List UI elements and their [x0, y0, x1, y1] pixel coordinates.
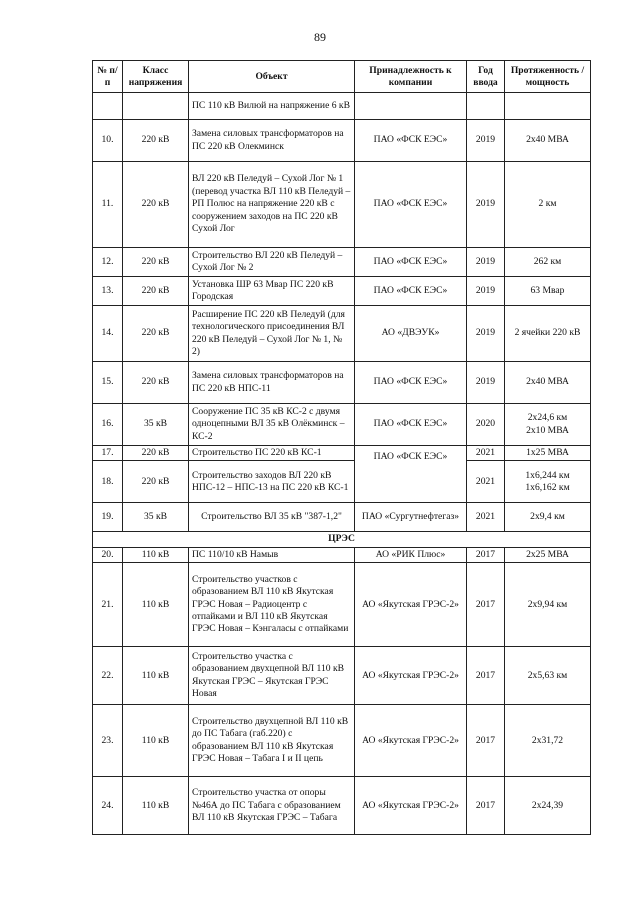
cell-owner: ПАО «ФСК ЕЭС»: [355, 277, 467, 306]
cell-owner: АО «Якутская ГРЭС-2»: [355, 647, 467, 705]
cell-year: 2017: [467, 777, 505, 835]
table-row: [93, 446, 591, 461]
cell-object: Сооружение ПС 35 кВ КС-2 с двумя одноцепными ВЛ 35 кВ Олёкминск – КС-2: [189, 404, 355, 446]
table-row: [93, 277, 591, 306]
cell-num: 12.: [93, 248, 123, 277]
table-row: [93, 461, 591, 503]
cell-length: 2х25 МВА: [505, 547, 591, 562]
cell-year: 2019: [467, 306, 505, 362]
cell-voltage: 110 кВ: [123, 705, 189, 777]
cell-object: Строительство участка от опоры №46А до ПС Табага с образованием ВЛ 110 кВ Якутская ГРЭС – Табага: [189, 777, 355, 835]
table-row: [93, 248, 591, 277]
cell-num: [93, 93, 123, 120]
cell-owner: АО «Якутская ГРЭС-2»: [355, 705, 467, 777]
cell-object: Замена силовых трансформаторов на ПС 220 кВ НПС-11: [189, 362, 355, 404]
cell-owner: ПАО «ФСК ЕЭС»: [355, 248, 467, 277]
table-row: [93, 777, 591, 835]
cell-owner: [355, 93, 467, 120]
header-object: Объект: [189, 61, 355, 93]
cell-year: 2019: [467, 362, 505, 404]
cell-voltage: 110 кВ: [123, 647, 189, 705]
cell-owner: ПАО «Сургутнефтегаз»: [355, 503, 467, 532]
cell-num: 18.: [93, 461, 123, 503]
table-row: [93, 404, 591, 446]
cell-length: 2х9,94 км: [505, 563, 591, 647]
cell-num: 24.: [93, 777, 123, 835]
cell-voltage: 220 кВ: [123, 120, 189, 162]
cell-voltage: 220 кВ: [123, 362, 189, 404]
cell-voltage: 220 кВ: [123, 306, 189, 362]
cell-voltage: [123, 93, 189, 120]
cell-owner: ПАО «ФСК ЕЭС»: [355, 162, 467, 248]
objects-table: [92, 60, 591, 835]
cell-length: 2х5,63 км: [505, 647, 591, 705]
table-row: [93, 120, 591, 162]
cell-owner: ПАО «ФСК ЕЭС»: [355, 362, 467, 404]
table-row: [93, 705, 591, 777]
cell-year: 2019: [467, 120, 505, 162]
cell-num: 10.: [93, 120, 123, 162]
header-num: № п/п: [93, 61, 123, 93]
header-year: Год ввода: [467, 61, 505, 93]
cell-owner: ПАО «ФСК ЕЭС»: [355, 446, 467, 503]
table-row: [93, 93, 591, 120]
header-length: Протяженность / мощность: [505, 61, 591, 93]
cell-owner: АО «ДВЭУК»: [355, 306, 467, 362]
header-owner: Принадлежность к компании: [355, 61, 467, 93]
cell-voltage: 220 кВ: [123, 248, 189, 277]
cell-owner: АО «Якутская ГРЭС-2»: [355, 563, 467, 647]
cell-object: Строительство ВЛ 35 кВ "387-1,2": [189, 503, 355, 532]
cell-num: 16.: [93, 404, 123, 446]
cell-object: ВЛ 220 кВ Пеледуй – Сухой Лог № 1 (перевод участка ВЛ 110 кВ Пеледуй – РП Полюс на напряжение 220 кВ с сооружением заходов на ПС 220 кВ Сухой Лог: [189, 162, 355, 248]
cell-year: 2021: [467, 461, 505, 503]
cell-object: Строительство ВЛ 220 кВ Пеледуй – Сухой Лог № 2: [189, 248, 355, 277]
cell-object: ПС 110 кВ Вилюй на напряжение 6 кВ: [189, 93, 355, 120]
cell-year: 2017: [467, 705, 505, 777]
header-voltage: Класс напряжения: [123, 61, 189, 93]
cell-voltage: 35 кВ: [123, 404, 189, 446]
table-row: [93, 647, 591, 705]
cell-owner: ПАО «ФСК ЕЭС»: [355, 120, 467, 162]
table-row: [93, 162, 591, 248]
cell-object: Установка ШР 63 Мвар ПС 220 кВ Городская: [189, 277, 355, 306]
cell-object: Строительство участков с образованием ВЛ 110 кВ Якутская ГРЭС Новая – Радиоцентр с отпайками и ВЛ 110 кВ Якутская ГРЭС Новая – Кэнгаласы с отпайками: [189, 563, 355, 647]
cell-num: 23.: [93, 705, 123, 777]
cell-year: 2017: [467, 563, 505, 647]
page-number: 89: [314, 30, 326, 44]
cell-length: 2 ячейки 220 кВ: [505, 306, 591, 362]
cell-num: 11.: [93, 162, 123, 248]
cell-year: 2019: [467, 277, 505, 306]
cell-length: 2х24,6 км 2х10 МВА: [505, 404, 591, 446]
cell-num: 17.: [93, 446, 123, 461]
cell-object: Строительство заходов ВЛ 220 кВ НПС-12 – НПС-13 на ПС 220 кВ КС-1: [189, 461, 355, 503]
cell-num: 21.: [93, 563, 123, 647]
cell-num: 22.: [93, 647, 123, 705]
cell-year: 2020: [467, 404, 505, 446]
cell-length: 2х40 МВА: [505, 120, 591, 162]
cell-year: 2017: [467, 647, 505, 705]
cell-num: 20.: [93, 547, 123, 562]
cell-object: Расширение ПС 220 кВ Пеледуй (для технологического присоединения ВЛ 220 кВ Пеледуй – Сухой Лог № 1, № 2): [189, 306, 355, 362]
cell-length: [505, 93, 591, 120]
cell-num: 19.: [93, 503, 123, 532]
table-row: [93, 503, 591, 532]
cell-year: 2021: [467, 503, 505, 532]
cell-num: 13.: [93, 277, 123, 306]
cell-length: 2х31,72: [505, 705, 591, 777]
cell-length: 262 км: [505, 248, 591, 277]
cell-year: 2019: [467, 248, 505, 277]
cell-object: Замена силовых трансформаторов на ПС 220 кВ Олекминск: [189, 120, 355, 162]
cell-voltage: 110 кВ: [123, 777, 189, 835]
cell-length: 1х25 МВА: [505, 446, 591, 461]
cell-voltage: 110 кВ: [123, 563, 189, 647]
table-row: [93, 547, 591, 562]
cell-object: ПС 110/10 кВ Намыв: [189, 547, 355, 562]
cell-year: 2017: [467, 547, 505, 562]
cell-num: 15.: [93, 362, 123, 404]
cell-owner: АО «РИК Плюс»: [355, 547, 467, 562]
cell-voltage: 220 кВ: [123, 461, 189, 503]
cell-length: 2х24,39: [505, 777, 591, 835]
cell-length: 2х9,4 км: [505, 503, 591, 532]
cell-voltage: 220 кВ: [123, 162, 189, 248]
cell-object: Строительство двухцепной ВЛ 110 кВ до ПС Табага (габ.220) с образованием ВЛ 110 кВ Якутская ГРЭС Новая – Табага I и II цепь: [189, 705, 355, 777]
table-header-row: [93, 61, 591, 93]
cell-year: 2021: [467, 446, 505, 461]
cell-voltage: 220 кВ: [123, 446, 189, 461]
cell-num: 14.: [93, 306, 123, 362]
table-row: [93, 306, 591, 362]
table-row: [93, 563, 591, 647]
section-title: ЦРЭС: [93, 532, 591, 547]
section-row: [93, 532, 591, 547]
cell-year: [467, 93, 505, 120]
table-row: [93, 362, 591, 404]
cell-voltage: 35 кВ: [123, 503, 189, 532]
cell-owner: ПАО «ФСК ЕЭС»: [355, 404, 467, 446]
cell-owner: АО «Якутская ГРЭС-2»: [355, 777, 467, 835]
cell-year: 2019: [467, 162, 505, 248]
cell-length: 1х6,244 км 1х6,162 км: [505, 461, 591, 503]
cell-voltage: 110 кВ: [123, 547, 189, 562]
cell-object: Строительство ПС 220 кВ КС-1: [189, 446, 355, 461]
cell-length: 63 Мвар: [505, 277, 591, 306]
cell-voltage: 220 кВ: [123, 277, 189, 306]
cell-length: 2 км: [505, 162, 591, 248]
cell-object: Строительство участка с образованием двухцепной ВЛ 110 кВ Якутская ГРЭС – Якутская ГРЭС Новая: [189, 647, 355, 705]
cell-length: 2х40 МВА: [505, 362, 591, 404]
